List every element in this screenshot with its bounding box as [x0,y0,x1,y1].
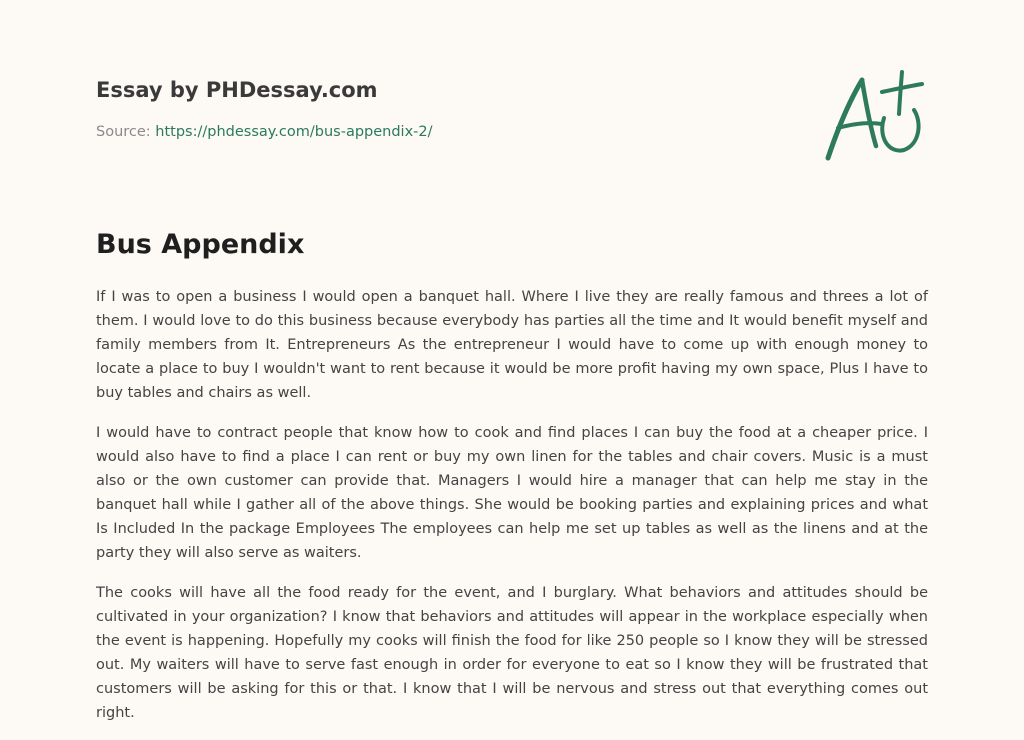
essay-title: Bus Appendix [96,229,305,260]
source-label: Source: [96,124,151,140]
essay-paragraph-2: I would have to contract people that know how to cook and find places I can buy the food at a cheaper price. I would also have to find a place I can rent or buy my own linen for the tables and chair covers. Music is a must also or the own customer can provide that. Managers I would hire a manager that can help me stay in the banquet hall while I gather all of the above things. She would be booking parties and explaining prices and what Is Included In the package Employees The employees can help me set up tables as well as the linens and at the party they will also serve as waiters. [96,425,928,561]
source-link[interactable]: https://phdessay.com/bus-appendix-2/ [155,124,433,140]
essay-body [96,285,928,740]
site-header [96,76,696,142]
a-plus-logo-svg [818,66,928,166]
site-title: Essay by PHDessay.com [96,78,378,102]
a-plus-logo-icon [818,66,928,166]
essay-paragraph-3: The cooks will have all the food ready for the event, and I burglary. What behaviors and attitudes should be cultivated in your organization? I know that behaviors and attitudes will appear in the workplace especially when the event is happening. Hopefully my cooks will finish the food for like 250 people so I know they will be stressed out. My waiters will have to serve fast enough in order for everyone to eat so I know they will be frustrated that customers will be asking for this or that. I know that I will be nervous and stress out that everything comes out right. [96,585,928,721]
essay-paragraph-1: If I was to open a business I would open a banquet hall. Where I live they are really famous and threes a lot of them. I would love to do this business because everybody has parties all the time and It would benefit myself and family members from It. Entrepreneurs As the entrepreneur I would have to come up with enough money to locate a place to buy I wouldn't want to rent because it would be more profit having my own space, Plus I have to buy tables and chairs as well. [96,289,928,401]
source-line [96,122,696,142]
